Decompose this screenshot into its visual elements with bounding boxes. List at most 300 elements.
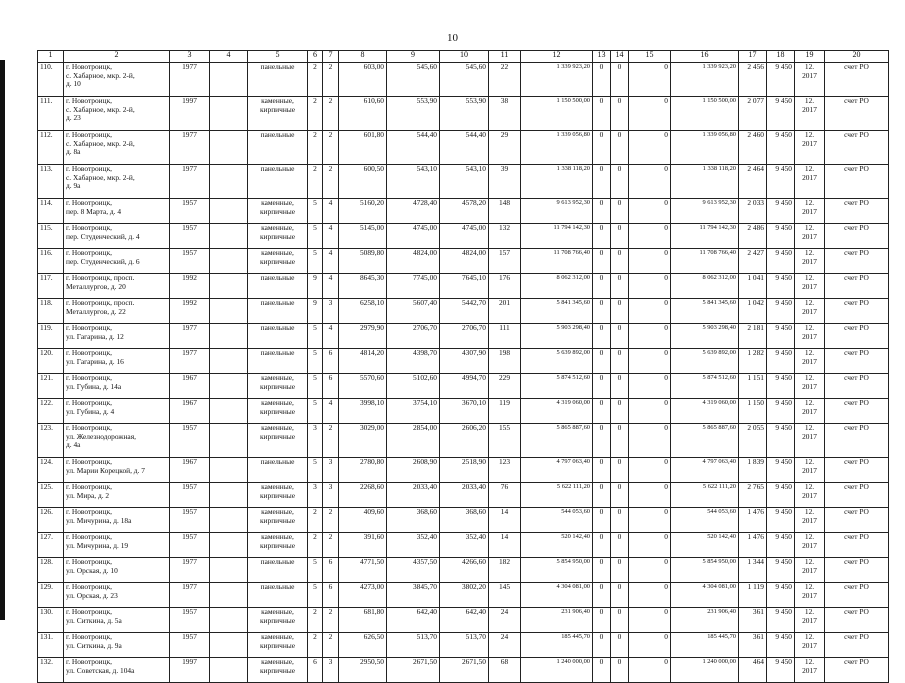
empty-cell [210,97,248,131]
year-cell: 1957 [170,249,210,274]
cost-total-cell: 5 854 950,00 [521,558,593,583]
residents-cell: 68 [489,658,521,683]
row-number: 118. [38,299,64,324]
residents-cell: 22 [489,63,521,97]
empty-cell [210,424,248,458]
unit-cost-cell: 1 042 [739,299,767,324]
cost-total-cell: 9 613 952,30 [521,199,593,224]
cost-cell: 0 [593,483,611,508]
cost-cell: 0 [611,558,629,583]
residential-area-cell: 4745,00 [440,224,489,249]
area-cell: 513,70 [387,633,440,658]
cost-fund-cell: 1 339 056,80 [671,131,739,165]
cost-total-cell: 1 339 923,20 [521,63,593,97]
floors-cell: 2 [308,131,323,165]
table-row [38,131,889,165]
total-area-cell: 5089,80 [339,249,387,274]
limit-cost-cell: 9 450 [767,558,795,583]
deadline-cell: 12. 2017 [795,658,825,683]
column-header-19: 19 [795,51,825,63]
residents-cell: 182 [489,558,521,583]
row-number: 127. [38,533,64,558]
row-number: 115. [38,224,64,249]
total-area-cell: 5570,60 [339,374,387,399]
limit-cost-cell: 9 450 [767,483,795,508]
floors-cell: 2 [308,508,323,533]
column-header-5: 5 [248,51,308,63]
material-cell: каменные, кирпичные [248,97,308,131]
address-cell: г. Новотроицк, ул. Губина, д. 4 [64,399,170,424]
cost-cell: 0 [611,324,629,349]
limit-cost-cell: 9 450 [767,274,795,299]
residents-cell: 76 [489,483,521,508]
cost-cell: 0 [629,224,671,249]
cost-total-cell: 5 841 345,60 [521,299,593,324]
cost-cell: 0 [629,399,671,424]
material-cell: каменные, кирпичные [248,249,308,274]
cost-fund-cell: 1 150 500,00 [671,97,739,131]
deadline-cell: 12. 2017 [795,374,825,399]
method-cell: счет РО [825,131,889,165]
table-row [38,249,889,274]
year-cell: 1957 [170,633,210,658]
column-header-18: 18 [767,51,795,63]
address-cell: г. Новотроицк, ул. Мичурина, д. 18а [64,508,170,533]
material-cell: каменные, кирпичные [248,658,308,683]
row-number: 126. [38,508,64,533]
material-cell: каменные, кирпичные [248,483,308,508]
method-cell: счет РО [825,374,889,399]
table-row [38,349,889,374]
row-number: 129. [38,583,64,608]
cost-cell: 0 [629,199,671,224]
empty-cell [210,274,248,299]
address-cell: г. Новотроицк, ул. Мира, д. 2 [64,483,170,508]
empty-cell [210,63,248,97]
method-cell: счет РО [825,324,889,349]
material-cell: панельные [248,274,308,299]
column-header-16: 16 [671,51,739,63]
table-row [38,299,889,324]
entrances-cell: 4 [323,199,339,224]
material-cell: панельные [248,349,308,374]
area-cell: 7745,00 [387,274,440,299]
cost-cell: 0 [629,583,671,608]
column-header-2: 2 [64,51,170,63]
cost-fund-cell: 5 841 345,60 [671,299,739,324]
cost-total-cell: 4 797 063,40 [521,458,593,483]
cost-cell: 0 [593,63,611,97]
year-cell: 1997 [170,97,210,131]
cost-cell: 0 [611,97,629,131]
table-row [38,224,889,249]
cost-cell: 0 [629,658,671,683]
cost-cell: 0 [593,165,611,199]
empty-cell [210,349,248,374]
cost-cell: 0 [593,224,611,249]
address-cell: г. Новотроицк, пер. 8 Марта, д. 4 [64,199,170,224]
cost-cell: 0 [629,349,671,374]
area-cell: 3754,10 [387,399,440,424]
entrances-cell: 3 [323,299,339,324]
total-area-cell: 391,60 [339,533,387,558]
method-cell: счет РО [825,608,889,633]
cost-fund-cell: 5 874 512,60 [671,374,739,399]
cost-fund-cell: 231 906,40 [671,608,739,633]
deadline-cell: 12. 2017 [795,324,825,349]
row-number: 132. [38,658,64,683]
column-header-7: 7 [323,51,339,63]
floors-cell: 5 [308,374,323,399]
cost-cell: 0 [611,249,629,274]
row-number: 112. [38,131,64,165]
year-cell: 1992 [170,299,210,324]
table-row [38,458,889,483]
limit-cost-cell: 9 450 [767,349,795,374]
limit-cost-cell: 9 450 [767,97,795,131]
method-cell: счет РО [825,63,889,97]
residents-cell: 111 [489,324,521,349]
total-area-cell: 2780,80 [339,458,387,483]
limit-cost-cell: 9 450 [767,324,795,349]
material-cell: каменные, кирпичные [248,633,308,658]
floors-cell: 2 [308,63,323,97]
area-cell: 5102,60 [387,374,440,399]
cost-cell: 0 [593,658,611,683]
limit-cost-cell: 9 450 [767,458,795,483]
area-cell: 4824,00 [387,249,440,274]
cost-cell: 0 [611,633,629,658]
residents-cell: 123 [489,458,521,483]
cost-cell: 0 [629,63,671,97]
year-cell: 1967 [170,399,210,424]
table-row [38,508,889,533]
cost-cell: 0 [611,274,629,299]
area-cell: 352,40 [387,533,440,558]
area-cell: 553,90 [387,97,440,131]
cost-cell: 0 [593,274,611,299]
material-cell: каменные, кирпичные [248,199,308,224]
residential-area-cell: 2518,90 [440,458,489,483]
deadline-cell: 12. 2017 [795,131,825,165]
total-area-cell: 5160,20 [339,199,387,224]
year-cell: 1977 [170,324,210,349]
column-header-20: 20 [825,51,889,63]
cost-fund-cell: 4 797 063,40 [671,458,739,483]
unit-cost-cell: 1 119 [739,583,767,608]
year-cell: 1977 [170,63,210,97]
area-cell: 545,60 [387,63,440,97]
address-cell: г. Новотроицк, ул. Железнодорожная, д. 4а [64,424,170,458]
method-cell: счет РО [825,533,889,558]
table-row [38,658,889,683]
address-cell: г. Новотроицк, пер. Студенческий, д. 6 [64,249,170,274]
limit-cost-cell: 9 450 [767,374,795,399]
year-cell: 1957 [170,483,210,508]
residents-cell: 24 [489,608,521,633]
area-cell: 544,40 [387,131,440,165]
floors-cell: 2 [308,608,323,633]
row-number: 111. [38,97,64,131]
total-area-cell: 610,60 [339,97,387,131]
cost-total-cell: 231 906,40 [521,608,593,633]
material-cell: каменные, кирпичные [248,399,308,424]
floors-cell: 5 [308,199,323,224]
unit-cost-cell: 1 282 [739,349,767,374]
method-cell: счет РО [825,424,889,458]
empty-cell [210,224,248,249]
row-number: 122. [38,399,64,424]
entrances-cell: 6 [323,349,339,374]
table-row [38,483,889,508]
entrances-cell: 4 [323,399,339,424]
row-number: 120. [38,349,64,374]
material-cell: каменные, кирпичные [248,224,308,249]
method-cell: счет РО [825,458,889,483]
floors-cell: 3 [308,424,323,458]
residential-area-cell: 4824,00 [440,249,489,274]
residential-area-cell: 4578,20 [440,199,489,224]
residential-area-cell: 2606,20 [440,424,489,458]
column-header-11: 11 [489,51,521,63]
residential-area-cell: 543,10 [440,165,489,199]
cost-fund-cell: 5 639 892,00 [671,349,739,374]
entrances-cell: 2 [323,131,339,165]
cost-fund-cell: 1 339 923,20 [671,63,739,97]
cost-cell: 0 [611,658,629,683]
deadline-cell: 12. 2017 [795,424,825,458]
cost-fund-cell: 9 613 952,30 [671,199,739,224]
cost-total-cell: 4 319 060,00 [521,399,593,424]
floors-cell: 2 [308,533,323,558]
cost-cell: 0 [629,249,671,274]
method-cell: счет РО [825,633,889,658]
address-cell: г. Новотроицк, ул. Мичурина, д. 19 [64,533,170,558]
cost-fund-cell: 5 854 950,00 [671,558,739,583]
residential-area-cell: 553,90 [440,97,489,131]
cost-cell: 0 [611,424,629,458]
floors-cell: 2 [308,97,323,131]
material-cell: панельные [248,299,308,324]
table-row [38,633,889,658]
cost-cell: 0 [629,374,671,399]
empty-cell [210,199,248,224]
cost-total-cell: 185 445,70 [521,633,593,658]
cost-cell: 0 [629,299,671,324]
area-cell: 4357,50 [387,558,440,583]
cost-cell: 0 [611,533,629,558]
empty-cell [210,533,248,558]
area-cell: 4398,70 [387,349,440,374]
limit-cost-cell: 9 450 [767,633,795,658]
residents-cell: 201 [489,299,521,324]
cost-fund-cell: 185 445,70 [671,633,739,658]
unit-cost-cell: 1 476 [739,508,767,533]
row-number: 128. [38,558,64,583]
residents-cell: 145 [489,583,521,608]
table-row [38,165,889,199]
unit-cost-cell: 2 765 [739,483,767,508]
cost-cell: 0 [593,299,611,324]
method-cell: счет РО [825,199,889,224]
column-header-1: 1 [38,51,64,63]
entrances-cell: 2 [323,633,339,658]
cost-total-cell: 1 338 118,20 [521,165,593,199]
residential-area-cell: 7645,10 [440,274,489,299]
floors-cell: 5 [308,249,323,274]
row-number: 121. [38,374,64,399]
table-row [38,399,889,424]
column-header-12: 12 [521,51,593,63]
total-area-cell: 2950,50 [339,658,387,683]
cost-cell: 0 [611,508,629,533]
material-cell: каменные, кирпичные [248,374,308,399]
method-cell: счет РО [825,274,889,299]
residential-area-cell: 545,60 [440,63,489,97]
total-area-cell: 3998,10 [339,399,387,424]
cost-total-cell: 5 865 887,60 [521,424,593,458]
area-cell: 2671,50 [387,658,440,683]
cost-fund-cell: 8 062 312,00 [671,274,739,299]
table-row [38,424,889,458]
empty-cell [210,374,248,399]
total-area-cell: 3029,00 [339,424,387,458]
cost-fund-cell: 5 903 298,40 [671,324,739,349]
floors-cell: 3 [308,483,323,508]
residential-area-cell: 352,40 [440,533,489,558]
unit-cost-cell: 1 151 [739,374,767,399]
address-cell: г. Новотроицк, с. Хабарное, мкр. 2-й, д. 9а [64,165,170,199]
column-header-8: 8 [339,51,387,63]
method-cell: счет РО [825,224,889,249]
cost-total-cell: 8 062 312,00 [521,274,593,299]
cost-cell: 0 [593,608,611,633]
column-header-13: 13 [593,51,611,63]
column-header-4: 4 [210,51,248,63]
cost-cell: 0 [629,97,671,131]
empty-cell [210,165,248,199]
method-cell: счет РО [825,299,889,324]
entrances-cell: 2 [323,97,339,131]
area-cell: 4728,40 [387,199,440,224]
unit-cost-cell: 1 344 [739,558,767,583]
cost-total-cell: 520 142,40 [521,533,593,558]
limit-cost-cell: 9 450 [767,224,795,249]
year-cell: 1992 [170,274,210,299]
residential-area-cell: 2033,40 [440,483,489,508]
table-row [38,608,889,633]
column-header-9: 9 [387,51,440,63]
total-area-cell: 603,00 [339,63,387,97]
empty-cell [210,483,248,508]
residential-area-cell: 3802,20 [440,583,489,608]
cost-cell: 0 [593,458,611,483]
entrances-cell: 6 [323,583,339,608]
deadline-cell: 12. 2017 [795,483,825,508]
material-cell: панельные [248,583,308,608]
area-cell: 2033,40 [387,483,440,508]
total-area-cell: 409,60 [339,508,387,533]
area-cell: 4745,00 [387,224,440,249]
floors-cell: 2 [308,633,323,658]
row-number: 116. [38,249,64,274]
cost-fund-cell: 4 319 060,00 [671,399,739,424]
deadline-cell: 12. 2017 [795,165,825,199]
floors-cell: 5 [308,349,323,374]
limit-cost-cell: 9 450 [767,199,795,224]
column-header-6: 6 [308,51,323,63]
cost-cell: 0 [629,324,671,349]
column-header-3: 3 [170,51,210,63]
material-cell: каменные, кирпичные [248,508,308,533]
table-row [38,558,889,583]
material-cell: панельные [248,63,308,97]
material-cell: панельные [248,165,308,199]
floors-cell: 5 [308,399,323,424]
total-area-cell: 4273,00 [339,583,387,608]
deadline-cell: 12. 2017 [795,399,825,424]
floors-cell: 5 [308,558,323,583]
residents-cell: 132 [489,224,521,249]
column-header-10: 10 [440,51,489,63]
cost-cell: 0 [611,458,629,483]
residents-cell: 24 [489,633,521,658]
cost-cell: 0 [611,374,629,399]
column-number-row [38,51,889,63]
cost-cell: 0 [611,399,629,424]
cost-cell: 0 [593,374,611,399]
total-area-cell: 4771,50 [339,558,387,583]
cost-cell: 0 [611,199,629,224]
deadline-cell: 12. 2017 [795,97,825,131]
page-number: 10 [447,32,458,44]
deadline-cell: 12. 2017 [795,199,825,224]
cost-cell: 0 [611,165,629,199]
deadline-cell: 12. 2017 [795,458,825,483]
row-number: 123. [38,424,64,458]
empty-cell [210,558,248,583]
cost-fund-cell: 1 338 118,20 [671,165,739,199]
cost-cell: 0 [629,424,671,458]
table-row [38,533,889,558]
unit-cost-cell: 1 839 [739,458,767,483]
cost-cell: 0 [593,399,611,424]
material-cell: каменные, кирпичные [248,424,308,458]
floors-cell: 5 [308,224,323,249]
cost-cell: 0 [593,131,611,165]
unit-cost-cell: 2 460 [739,131,767,165]
residents-cell: 155 [489,424,521,458]
floors-cell: 5 [308,583,323,608]
unit-cost-cell: 361 [739,633,767,658]
entrances-cell: 2 [323,608,339,633]
entrances-cell: 2 [323,165,339,199]
entrances-cell: 4 [323,249,339,274]
row-number: 113. [38,165,64,199]
cost-cell: 0 [611,608,629,633]
total-area-cell: 601,80 [339,131,387,165]
cost-cell: 0 [593,583,611,608]
year-cell: 1957 [170,608,210,633]
deadline-cell: 12. 2017 [795,633,825,658]
residents-cell: 148 [489,199,521,224]
column-header-14: 14 [611,51,629,63]
limit-cost-cell: 9 450 [767,658,795,683]
unit-cost-cell: 464 [739,658,767,683]
area-cell: 3845,70 [387,583,440,608]
cost-cell: 0 [593,508,611,533]
residential-area-cell: 513,70 [440,633,489,658]
